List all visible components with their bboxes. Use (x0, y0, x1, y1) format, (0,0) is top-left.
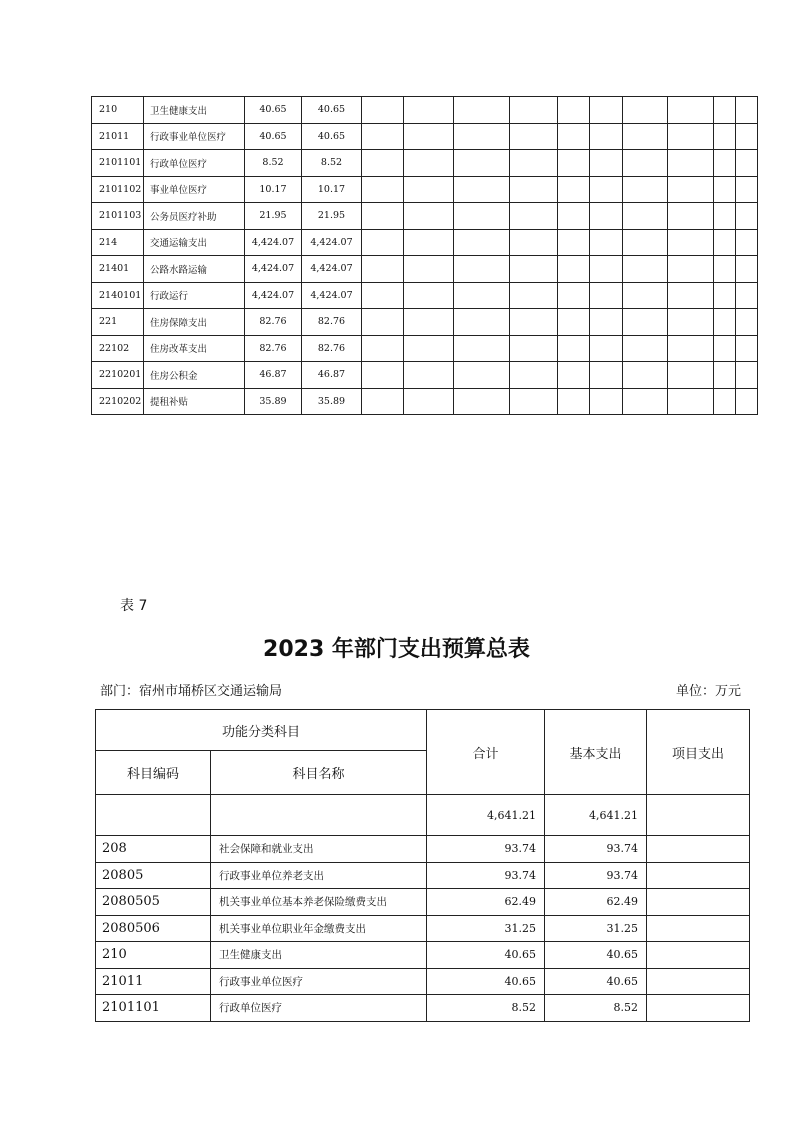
empty-cell (714, 203, 736, 230)
table-row (96, 836, 750, 863)
empty-cell (623, 150, 668, 177)
header-subject-name: 科目名称 (211, 751, 427, 795)
row-project (647, 862, 750, 889)
empty-cell (590, 335, 623, 362)
empty-cell (714, 388, 736, 415)
row-code: 2101101 (96, 995, 211, 1022)
row-name: 卫生健康支出 (211, 942, 427, 969)
row-code: 21011 (96, 968, 211, 995)
row-name: 住房改革支出 (144, 335, 245, 362)
header-function-category: 功能分类科目 (96, 710, 427, 751)
empty-cell (668, 123, 714, 150)
empty-cell (404, 256, 454, 283)
page-title: 2023 年部门支出预算总表 (263, 637, 530, 662)
empty-cell (558, 123, 590, 150)
empty-cell (558, 256, 590, 283)
table-row (92, 256, 758, 283)
table-row (92, 123, 758, 150)
table-row (92, 335, 758, 362)
empty-cell (736, 150, 758, 177)
row-name: 机关事业单位职业年金缴费支出 (211, 915, 427, 942)
row-value-1: 10.17 (245, 176, 302, 203)
empty-cell (714, 309, 736, 336)
row-name: 公务员医疗补助 (144, 203, 245, 230)
empty-cell (714, 97, 736, 124)
empty-cell (404, 203, 454, 230)
empty-cell (736, 203, 758, 230)
empty-cell (736, 309, 758, 336)
empty-cell (558, 362, 590, 389)
empty-cell (404, 97, 454, 124)
table-row (96, 915, 750, 942)
row-name: 行政运行 (144, 282, 245, 309)
empty-cell (454, 388, 510, 415)
empty-cell (623, 388, 668, 415)
row-name: 行政事业单位医疗 (211, 968, 427, 995)
row-name: 公路水路运输 (144, 256, 245, 283)
row-value-1: 35.89 (245, 388, 302, 415)
row-value-2: 4,424.07 (302, 229, 362, 256)
empty-cell (558, 229, 590, 256)
table-row (92, 203, 758, 230)
empty-cell (558, 282, 590, 309)
empty-cell (714, 229, 736, 256)
row-value-2: 8.52 (302, 150, 362, 177)
empty-cell (510, 388, 558, 415)
row-basic: 31.25 (545, 915, 647, 942)
empty-cell (510, 309, 558, 336)
row-value-2: 4,424.07 (302, 256, 362, 283)
empty-cell (510, 123, 558, 150)
empty-cell (510, 97, 558, 124)
empty-cell (736, 229, 758, 256)
table-label: 表 7 (120, 598, 148, 614)
empty-cell (404, 309, 454, 336)
row-name: 行政事业单位养老支出 (211, 862, 427, 889)
empty-cell (558, 388, 590, 415)
row-name: 行政事业单位医疗 (144, 123, 245, 150)
empty-cell (736, 388, 758, 415)
empty-cell (510, 362, 558, 389)
total-name (211, 795, 427, 836)
empty-cell (736, 256, 758, 283)
empty-cell (404, 282, 454, 309)
table-row (96, 862, 750, 889)
row-value-1: 4,424.07 (245, 256, 302, 283)
empty-cell (736, 335, 758, 362)
table-row (92, 150, 758, 177)
empty-cell (623, 176, 668, 203)
empty-cell (404, 176, 454, 203)
table-row (92, 362, 758, 389)
row-value-2: 46.87 (302, 362, 362, 389)
row-total: 8.52 (427, 995, 545, 1022)
empty-cell (668, 97, 714, 124)
table-row (96, 995, 750, 1022)
empty-cell (623, 123, 668, 150)
empty-cell (404, 362, 454, 389)
table-row (92, 388, 758, 415)
row-code: 210 (96, 942, 211, 969)
empty-cell (404, 335, 454, 362)
empty-cell (623, 97, 668, 124)
empty-cell (668, 335, 714, 362)
row-basic: 62.49 (545, 889, 647, 916)
row-project (647, 915, 750, 942)
table-row (96, 942, 750, 969)
row-code: 22102 (92, 335, 144, 362)
table-row (92, 97, 758, 124)
empty-cell (590, 282, 623, 309)
header-project-expenditure: 项目支出 (647, 710, 750, 795)
empty-cell (558, 150, 590, 177)
row-value-1: 4,424.07 (245, 229, 302, 256)
row-code: 2210202 (92, 388, 144, 415)
empty-cell (558, 203, 590, 230)
empty-cell (590, 309, 623, 336)
row-value-1: 8.52 (245, 150, 302, 177)
row-code: 2140101 (92, 282, 144, 309)
empty-cell (362, 309, 404, 336)
empty-cell (558, 335, 590, 362)
empty-cell (623, 203, 668, 230)
row-code: 20805 (96, 862, 211, 889)
header-total: 合计 (427, 710, 545, 795)
row-value-2: 21.95 (302, 203, 362, 230)
empty-cell (590, 229, 623, 256)
empty-cell (454, 256, 510, 283)
empty-cell (668, 203, 714, 230)
row-name: 住房公积金 (144, 362, 245, 389)
row-value-2: 82.76 (302, 335, 362, 362)
total-row (96, 795, 750, 836)
expenditure-budget-table (95, 709, 750, 1022)
row-code: 2080505 (96, 889, 211, 916)
empty-cell (362, 388, 404, 415)
empty-cell (362, 229, 404, 256)
empty-cell (736, 362, 758, 389)
row-project (647, 995, 750, 1022)
table-row (96, 968, 750, 995)
empty-cell (454, 309, 510, 336)
row-value-1: 82.76 (245, 335, 302, 362)
row-name: 机关事业单位基本养老保险缴费支出 (211, 889, 427, 916)
empty-cell (362, 150, 404, 177)
row-total: 31.25 (427, 915, 545, 942)
row-name: 社会保障和就业支出 (211, 836, 427, 863)
row-name: 交通运输支出 (144, 229, 245, 256)
row-code: 208 (96, 836, 211, 863)
row-value-1: 40.65 (245, 97, 302, 124)
row-value-1: 46.87 (245, 362, 302, 389)
row-project (647, 968, 750, 995)
empty-cell (362, 123, 404, 150)
empty-cell (558, 176, 590, 203)
unit-label: 单位：万元 (675, 684, 741, 699)
row-project (647, 889, 750, 916)
department-label: 部门：宿州市埇桥区交通运输局 (100, 684, 283, 699)
empty-cell (404, 123, 454, 150)
row-code: 214 (92, 229, 144, 256)
empty-cell (362, 256, 404, 283)
empty-cell (590, 123, 623, 150)
empty-cell (714, 335, 736, 362)
row-total: 93.74 (427, 862, 545, 889)
row-name: 行政单位医疗 (144, 150, 245, 177)
row-value-1: 82.76 (245, 309, 302, 336)
table-row (92, 309, 758, 336)
table-row (92, 176, 758, 203)
empty-cell (590, 256, 623, 283)
empty-cell (362, 362, 404, 389)
empty-cell (362, 203, 404, 230)
row-value-2: 4,424.07 (302, 282, 362, 309)
row-value-1: 4,424.07 (245, 282, 302, 309)
row-value-2: 35.89 (302, 388, 362, 415)
header-subject-code: 科目编码 (96, 751, 211, 795)
empty-cell (510, 282, 558, 309)
empty-cell (714, 256, 736, 283)
empty-cell (668, 309, 714, 336)
table-row (92, 282, 758, 309)
row-code: 221 (92, 309, 144, 336)
row-project (647, 942, 750, 969)
row-total: 62.49 (427, 889, 545, 916)
empty-cell (623, 335, 668, 362)
total-amount: 4,641.21 (427, 795, 545, 836)
row-basic: 93.74 (545, 836, 647, 863)
header-basic-expenditure: 基本支出 (545, 710, 647, 795)
row-code: 2080506 (96, 915, 211, 942)
row-basic: 40.65 (545, 968, 647, 995)
empty-cell (404, 388, 454, 415)
empty-cell (714, 362, 736, 389)
empty-cell (454, 176, 510, 203)
empty-cell (454, 97, 510, 124)
empty-cell (454, 335, 510, 362)
empty-cell (623, 282, 668, 309)
row-value-2: 10.17 (302, 176, 362, 203)
empty-cell (668, 388, 714, 415)
row-name: 卫生健康支出 (144, 97, 245, 124)
empty-cell (668, 362, 714, 389)
empty-cell (736, 123, 758, 150)
row-value-1: 40.65 (245, 123, 302, 150)
empty-cell (510, 229, 558, 256)
row-code: 2210201 (92, 362, 144, 389)
empty-cell (362, 335, 404, 362)
empty-cell (668, 282, 714, 309)
empty-cell (736, 176, 758, 203)
row-name: 住房保障支出 (144, 309, 245, 336)
row-project (647, 836, 750, 863)
total-basic: 4,641.21 (545, 795, 647, 836)
row-code: 21401 (92, 256, 144, 283)
row-total: 40.65 (427, 968, 545, 995)
row-code: 2101101 (92, 150, 144, 177)
row-value-2: 40.65 (302, 97, 362, 124)
empty-cell (362, 176, 404, 203)
empty-cell (590, 203, 623, 230)
row-name: 行政单位医疗 (211, 995, 427, 1022)
empty-cell (404, 150, 454, 177)
row-total: 93.74 (427, 836, 545, 863)
empty-cell (736, 97, 758, 124)
row-code: 21011 (92, 123, 144, 150)
empty-cell (590, 176, 623, 203)
row-value-2: 82.76 (302, 309, 362, 336)
top-continuation-table (91, 96, 758, 415)
empty-cell (714, 282, 736, 309)
empty-cell (714, 176, 736, 203)
empty-cell (714, 123, 736, 150)
row-code: 2101102 (92, 176, 144, 203)
empty-cell (736, 282, 758, 309)
total-project (647, 795, 750, 836)
empty-cell (510, 203, 558, 230)
row-name: 事业单位医疗 (144, 176, 245, 203)
row-value-2: 40.65 (302, 123, 362, 150)
empty-cell (510, 335, 558, 362)
empty-cell (558, 97, 590, 124)
table-row (96, 889, 750, 916)
empty-cell (454, 282, 510, 309)
empty-cell (510, 150, 558, 177)
empty-cell (404, 229, 454, 256)
row-code: 2101103 (92, 203, 144, 230)
empty-cell (668, 176, 714, 203)
empty-cell (714, 150, 736, 177)
empty-cell (623, 362, 668, 389)
table-row (92, 229, 758, 256)
empty-cell (623, 309, 668, 336)
empty-cell (454, 150, 510, 177)
empty-cell (454, 203, 510, 230)
empty-cell (623, 256, 668, 283)
empty-cell (668, 150, 714, 177)
empty-cell (668, 229, 714, 256)
empty-cell (590, 388, 623, 415)
empty-cell (668, 256, 714, 283)
empty-cell (510, 176, 558, 203)
empty-cell (623, 229, 668, 256)
row-basic: 8.52 (545, 995, 647, 1022)
row-name: 提租补贴 (144, 388, 245, 415)
empty-cell (454, 123, 510, 150)
total-code (96, 795, 211, 836)
empty-cell (590, 97, 623, 124)
row-value-1: 21.95 (245, 203, 302, 230)
row-total: 40.65 (427, 942, 545, 969)
row-basic: 93.74 (545, 862, 647, 889)
empty-cell (590, 362, 623, 389)
empty-cell (362, 282, 404, 309)
empty-cell (454, 229, 510, 256)
row-basic: 40.65 (545, 942, 647, 969)
empty-cell (590, 150, 623, 177)
empty-cell (454, 362, 510, 389)
empty-cell (362, 97, 404, 124)
row-code: 210 (92, 97, 144, 124)
empty-cell (558, 309, 590, 336)
empty-cell (510, 256, 558, 283)
